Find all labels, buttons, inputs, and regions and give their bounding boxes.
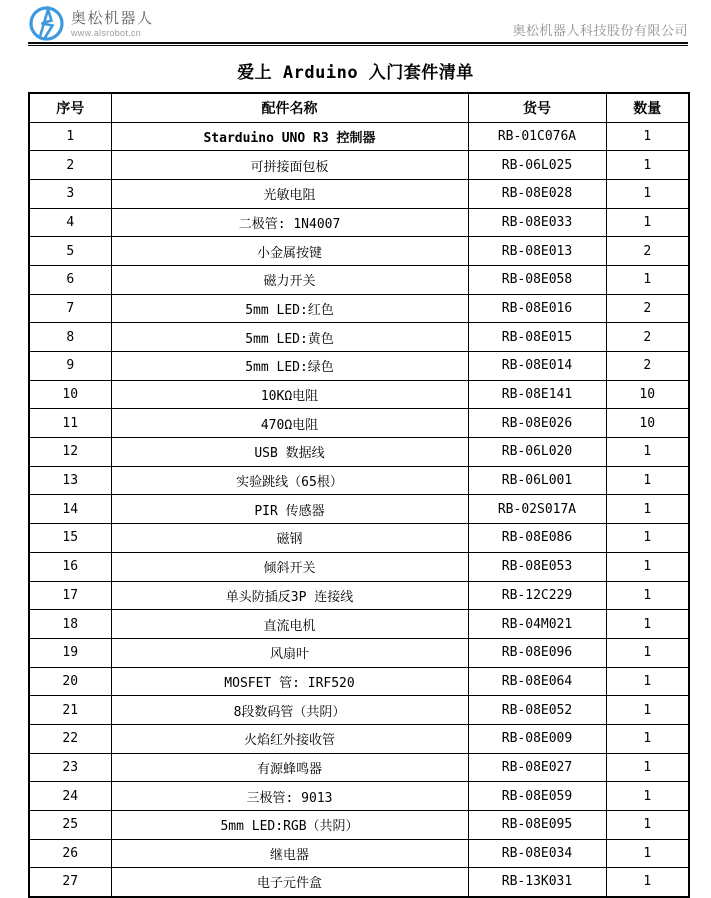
sku-cell: RB-06L001 <box>468 466 606 495</box>
part-name-cell: 8段数码管（共阴） <box>111 696 468 725</box>
table-row <box>29 294 689 323</box>
table-row <box>29 352 689 381</box>
row-no-cell: 8 <box>29 323 111 352</box>
sku-cell: RB-08E028 <box>468 179 606 208</box>
row-no-cell: 13 <box>29 466 111 495</box>
sku-cell: RB-13K031 <box>468 868 606 897</box>
row-no-cell: 20 <box>29 667 111 696</box>
table-row <box>29 438 689 467</box>
row-no-cell: 9 <box>29 352 111 381</box>
sku-cell: RB-06L020 <box>468 438 606 467</box>
qty-cell: 1 <box>606 122 689 151</box>
part-name-cell: 有源蜂鸣器 <box>111 753 468 782</box>
part-name-cell: Starduino UNO R3 控制器 <box>111 122 468 151</box>
qty-cell: 2 <box>606 294 689 323</box>
row-no-cell: 15 <box>29 524 111 553</box>
sku-cell: RB-04M021 <box>468 610 606 639</box>
table-row <box>29 638 689 667</box>
table-row <box>29 552 689 581</box>
part-name-cell: 5mm LED:红色 <box>111 294 468 323</box>
table-row <box>29 811 689 840</box>
qty-cell: 1 <box>606 495 689 524</box>
alsrobot-logo-icon <box>28 5 65 42</box>
table-row <box>29 466 689 495</box>
sku-cell: RB-08E015 <box>468 323 606 352</box>
table-row <box>29 524 689 553</box>
qty-cell: 1 <box>606 208 689 237</box>
sku-cell: RB-02S017A <box>468 495 606 524</box>
part-name-cell: 光敏电阻 <box>111 179 468 208</box>
col-header-name: 配件名称 <box>111 93 468 122</box>
table-row <box>29 151 689 180</box>
sku-cell: RB-08E014 <box>468 352 606 381</box>
parts-table-body <box>29 122 689 897</box>
part-name-cell: MOSFET 管: IRF520 <box>111 667 468 696</box>
table-row <box>29 237 689 266</box>
row-no-cell: 7 <box>29 294 111 323</box>
row-no-cell: 5 <box>29 237 111 266</box>
row-no-cell: 10 <box>29 380 111 409</box>
sku-cell: RB-08E013 <box>468 237 606 266</box>
row-no-cell: 23 <box>29 753 111 782</box>
table-row <box>29 265 689 294</box>
table-row <box>29 380 689 409</box>
table-row <box>29 610 689 639</box>
table-row <box>29 581 689 610</box>
row-no-cell: 18 <box>29 610 111 639</box>
sku-cell: RB-06L025 <box>468 151 606 180</box>
qty-cell: 1 <box>606 438 689 467</box>
qty-cell: 1 <box>606 265 689 294</box>
sku-cell: RB-12C229 <box>468 581 606 610</box>
part-name-cell: 10KΩ电阻 <box>111 380 468 409</box>
sku-cell: RB-08E033 <box>468 208 606 237</box>
qty-cell: 1 <box>606 179 689 208</box>
qty-cell: 10 <box>606 380 689 409</box>
part-name-cell: 磁力开关 <box>111 265 468 294</box>
table-row <box>29 724 689 753</box>
page-header <box>0 0 711 42</box>
sku-cell: RB-08E009 <box>468 724 606 753</box>
part-name-cell: 470Ω电阻 <box>111 409 468 438</box>
row-no-cell: 27 <box>29 868 111 897</box>
qty-cell: 2 <box>606 352 689 381</box>
qty-cell: 10 <box>606 409 689 438</box>
brand-text <box>71 5 154 38</box>
qty-cell: 2 <box>606 323 689 352</box>
part-name-cell: 火焰红外接收管 <box>111 724 468 753</box>
sku-cell: RB-01C076A <box>468 122 606 151</box>
qty-cell: 1 <box>606 466 689 495</box>
row-no-cell: 2 <box>29 151 111 180</box>
row-no-cell: 12 <box>29 438 111 467</box>
company-name: 奥松机器人科技股份有限公司 <box>512 23 688 38</box>
parts-table <box>28 92 690 898</box>
part-name-cell: 磁钢 <box>111 524 468 553</box>
qty-cell: 1 <box>606 811 689 840</box>
page-title: 爱上 Arduino 入门套件清单 <box>237 63 474 83</box>
qty-cell: 1 <box>606 868 689 897</box>
part-name-cell: 5mm LED:黄色 <box>111 323 468 352</box>
sku-cell: RB-08E053 <box>468 552 606 581</box>
qty-cell: 1 <box>606 782 689 811</box>
part-name-cell: 5mm LED:RGB（共阴） <box>111 811 468 840</box>
brand-url: www.alsrobot.cn <box>71 27 142 38</box>
part-name-cell: 风扇叶 <box>111 638 468 667</box>
table-row <box>29 839 689 868</box>
row-no-cell: 11 <box>29 409 111 438</box>
qty-cell: 1 <box>606 753 689 782</box>
part-name-cell: 电子元件盒 <box>111 868 468 897</box>
row-no-cell: 19 <box>29 638 111 667</box>
table-row <box>29 122 689 151</box>
table-row <box>29 667 689 696</box>
row-no-cell: 24 <box>29 782 111 811</box>
table-row <box>29 782 689 811</box>
qty-cell: 1 <box>606 696 689 725</box>
qty-cell: 1 <box>606 667 689 696</box>
part-name-cell: 可拼接面包板 <box>111 151 468 180</box>
row-no-cell: 21 <box>29 696 111 725</box>
row-no-cell: 26 <box>29 839 111 868</box>
part-name-cell: 三极管: 9013 <box>111 782 468 811</box>
sku-cell: RB-08E086 <box>468 524 606 553</box>
row-no-cell: 14 <box>29 495 111 524</box>
table-row <box>29 696 689 725</box>
part-name-cell: 5mm LED:绿色 <box>111 352 468 381</box>
row-no-cell: 4 <box>29 208 111 237</box>
row-no-cell: 17 <box>29 581 111 610</box>
qty-cell: 1 <box>606 839 689 868</box>
qty-cell: 1 <box>606 151 689 180</box>
row-no-cell: 3 <box>29 179 111 208</box>
col-header-qty: 数量 <box>606 93 689 122</box>
qty-cell: 1 <box>606 552 689 581</box>
row-no-cell: 22 <box>29 724 111 753</box>
sku-cell: RB-08E052 <box>468 696 606 725</box>
sku-cell: RB-08E016 <box>468 294 606 323</box>
qty-cell: 1 <box>606 610 689 639</box>
table-row <box>29 323 689 352</box>
part-name-cell: 实验跳线（65根） <box>111 466 468 495</box>
table-row <box>29 495 689 524</box>
col-header-no: 序号 <box>29 93 111 122</box>
sku-cell: RB-08E058 <box>468 265 606 294</box>
part-name-cell: PIR 传感器 <box>111 495 468 524</box>
row-no-cell: 25 <box>29 811 111 840</box>
qty-cell: 1 <box>606 724 689 753</box>
row-no-cell: 1 <box>29 122 111 151</box>
sku-cell: RB-08E095 <box>468 811 606 840</box>
table-header-row <box>29 93 689 122</box>
sku-cell: RB-08E064 <box>468 667 606 696</box>
col-header-sku: 货号 <box>468 93 606 122</box>
sku-cell: RB-08E027 <box>468 753 606 782</box>
qty-cell: 2 <box>606 237 689 266</box>
table-row <box>29 208 689 237</box>
part-name-cell: 倾斜开关 <box>111 552 468 581</box>
sku-cell: RB-08E096 <box>468 638 606 667</box>
sku-cell: RB-08E034 <box>468 839 606 868</box>
table-row <box>29 179 689 208</box>
table-row <box>29 868 689 897</box>
qty-cell: 1 <box>606 638 689 667</box>
table-row <box>29 409 689 438</box>
part-name-cell: 小金属按键 <box>111 237 468 266</box>
row-no-cell: 6 <box>29 265 111 294</box>
brand-block <box>28 5 154 42</box>
sku-cell: RB-08E059 <box>468 782 606 811</box>
part-name-cell: 继电器 <box>111 839 468 868</box>
part-name-cell: 直流电机 <box>111 610 468 639</box>
part-name-cell: 单头防插反3P 连接线 <box>111 581 468 610</box>
header-divider <box>28 42 688 46</box>
table-row <box>29 753 689 782</box>
part-name-cell: 二极管: 1N4007 <box>111 208 468 237</box>
part-name-cell: USB 数据线 <box>111 438 468 467</box>
qty-cell: 1 <box>606 581 689 610</box>
sku-cell: RB-08E026 <box>468 409 606 438</box>
row-no-cell: 16 <box>29 552 111 581</box>
sku-cell: RB-08E141 <box>468 380 606 409</box>
qty-cell: 1 <box>606 524 689 553</box>
brand-name: 奥松机器人 <box>71 10 154 27</box>
